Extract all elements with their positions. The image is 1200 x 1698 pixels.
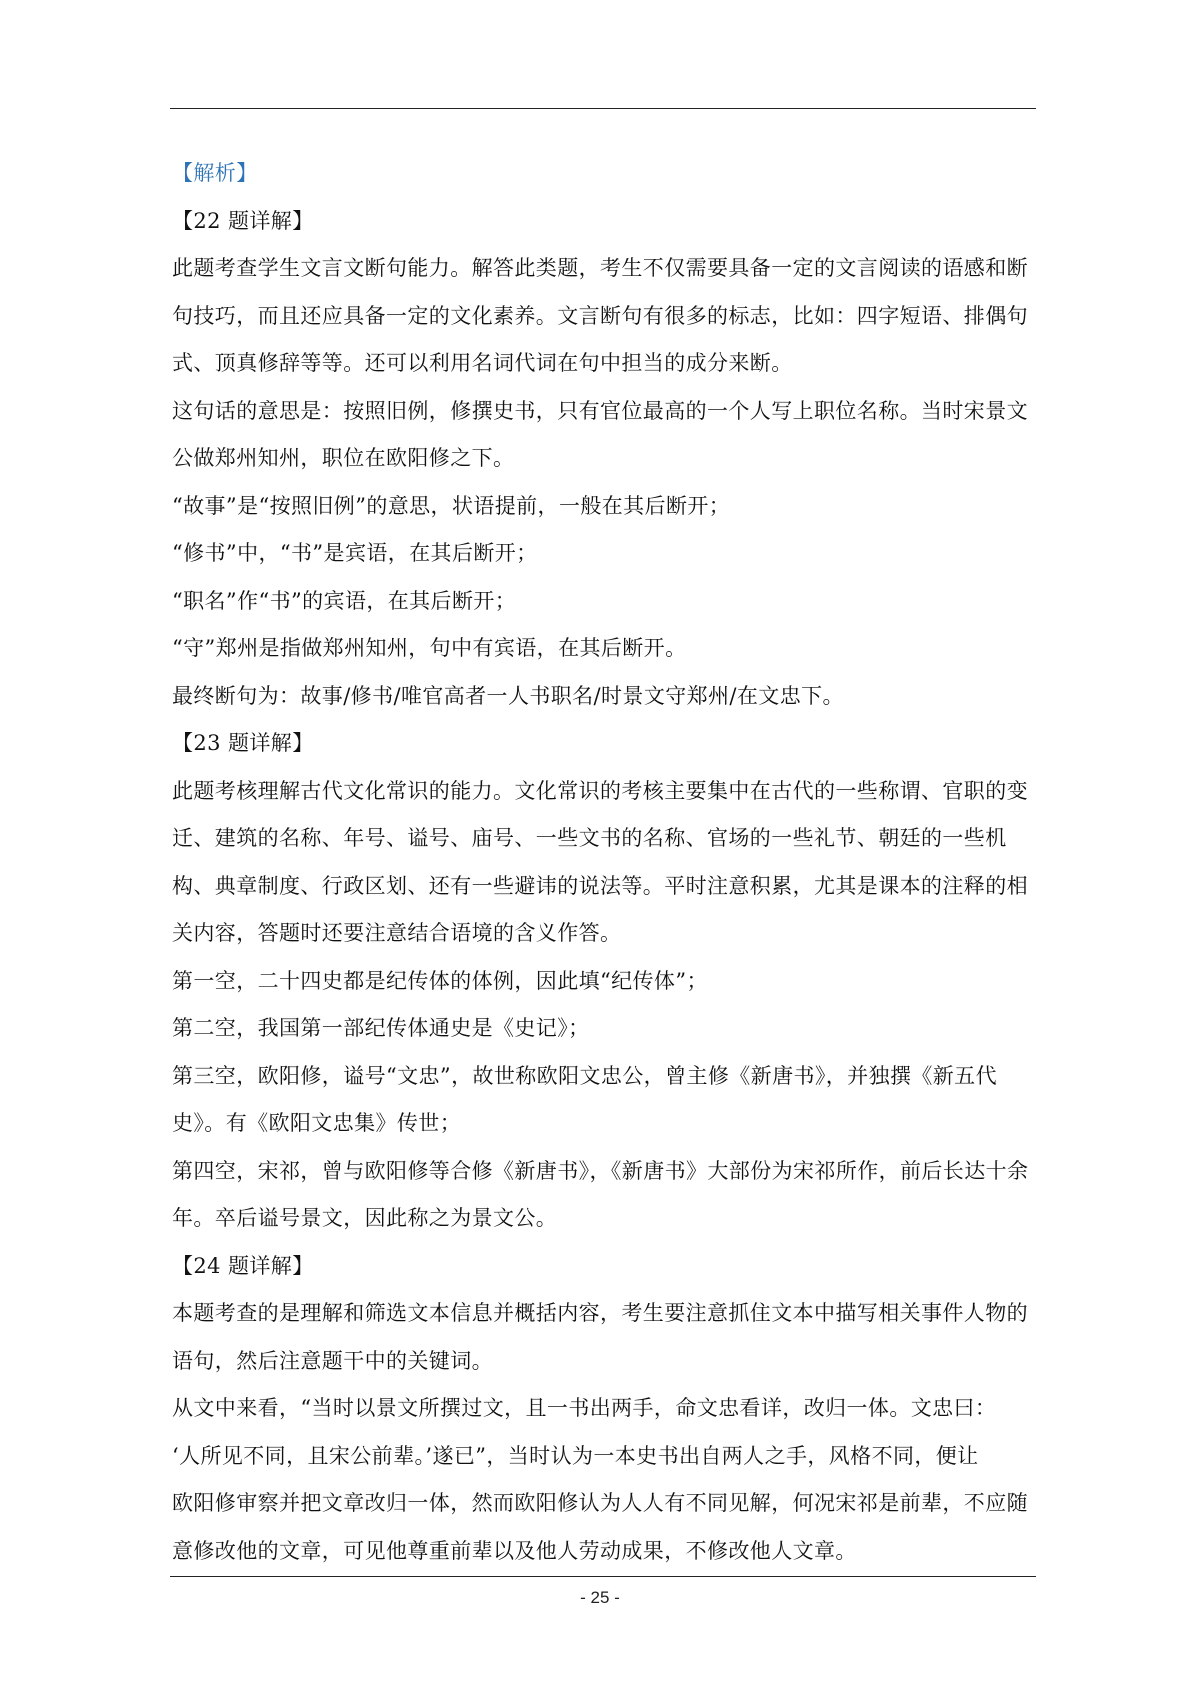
paragraph-line: “修书”中，“书”是宾语，在其后断开；: [172, 541, 538, 565]
paragraph-line: “职名”作“书”的宾语，在其后断开；: [172, 588, 517, 613]
paragraph-line: 意修改他的文章，可见他尊重前辈以及他人劳动成果，不修改他人文章。: [172, 1538, 857, 1563]
paragraph-line: “故事”是“按照旧例”的意思，状语提前，一般在其后断开；: [172, 493, 731, 518]
section-heading: 【24 题详解】: [172, 1253, 314, 1278]
section-heading: 【22 题详解】: [172, 208, 314, 233]
paragraph-line: 式、顶真修辞等等。还可以利用名词代词在句中担当的成分来断。: [172, 351, 793, 375]
paragraph-line: 欧阳修审察并把文章改归一体，然而欧阳修认为人人有不同见解，何况宋祁是前辈，不应随: [172, 1491, 1028, 1515]
paragraph-line: 本题考查的是理解和筛选文本信息并概括内容，考生要注意抓住文本中描写相关事件人物的: [172, 1301, 1028, 1325]
paragraph-line: 史》。有《欧阳文忠集》传世；: [172, 1111, 462, 1135]
paragraph-line: 构、典章制度、行政区划、还有一些避讳的说法等。平时注意积累，尤其是课本的注释的相: [172, 873, 1028, 898]
section-heading: 【23 题详解】: [172, 731, 314, 755]
paragraph-line: 从文中来看，“当时以景文所撰过文，且一书出两手，命文忠看详，改归一体。文忠曰：: [172, 1396, 997, 1420]
paragraph-line: 此题考查学生文言文断句能力。解答此类题，考生不仅需要具备一定的文言阅读的语感和断: [172, 256, 1028, 280]
paragraph-line: 语句，然后注意题干中的关键词。: [172, 1348, 493, 1373]
paragraph-line: 公做郑州知州，职位在欧阳修之下。: [172, 446, 515, 470]
analysis-label: 【解析】: [172, 161, 258, 185]
paragraph-line: 关内容，答题时还要注意结合语境的含义作答。: [172, 921, 622, 945]
page-number: - 25 -: [580, 1588, 620, 1607]
paragraph-line: 迁、建筑的名称、年号、谥号、庙号、一些文书的名称、官场的一些礼节、朝廷的一些机: [172, 826, 1007, 850]
page-content: [172, 150, 1036, 1575]
paragraph-line: 此题考核理解古代文化常识的能力。文化常识的考核主要集中在古代的一些称谓、官职的变: [172, 778, 1028, 803]
paragraph-line: 年。卒后谥号景文，因此称之为景文公。: [172, 1206, 558, 1230]
section-22: [172, 198, 1036, 721]
paragraph-line: 第四空，宋祁，曾与欧阳修等合修《新唐书》，《新唐书》大部份为宋祁所作，前后长达十余: [172, 1158, 1029, 1183]
header-rule: [170, 108, 1036, 109]
footer-rule: [170, 1576, 1036, 1577]
section-24: [172, 1243, 1036, 1576]
paragraph-line: “守”郑州是指做郑州知州，句中有宾语，在其后断开。: [172, 636, 687, 660]
paragraph-line: 这句话的意思是：按照旧例，修撰史书，只有官位最高的一个人写上职位名称。当时宋景文: [172, 398, 1028, 423]
paragraph-line: ‘人所见不同，且宋公前辈。’遂已”，当时认为一本史书出自两人之手，风格不同，便让: [172, 1443, 979, 1468]
paragraph-line: 最终断句为：故事/修书/唯官高者一人书职名/时景文守郑州/在文忠下。: [172, 683, 844, 708]
paragraph-line: 第三空，欧阳修，谥号“文忠”，故世称欧阳文忠公，曾主修《新唐书》，并独撰《新五代: [172, 1063, 997, 1088]
paragraph-line: 句技巧，而且还应具备一定的文化素养。文言断句有很多的标志，比如：四字短语、排偶句: [172, 303, 1028, 328]
paragraph-line: 第一空，二十四史都是纪传体的体例，因此填“纪传体”；: [172, 968, 708, 993]
section-23: [172, 720, 1036, 1243]
paragraph-line: 第二空，我国第一部纪传体通史是《史记》；: [172, 1016, 590, 1040]
